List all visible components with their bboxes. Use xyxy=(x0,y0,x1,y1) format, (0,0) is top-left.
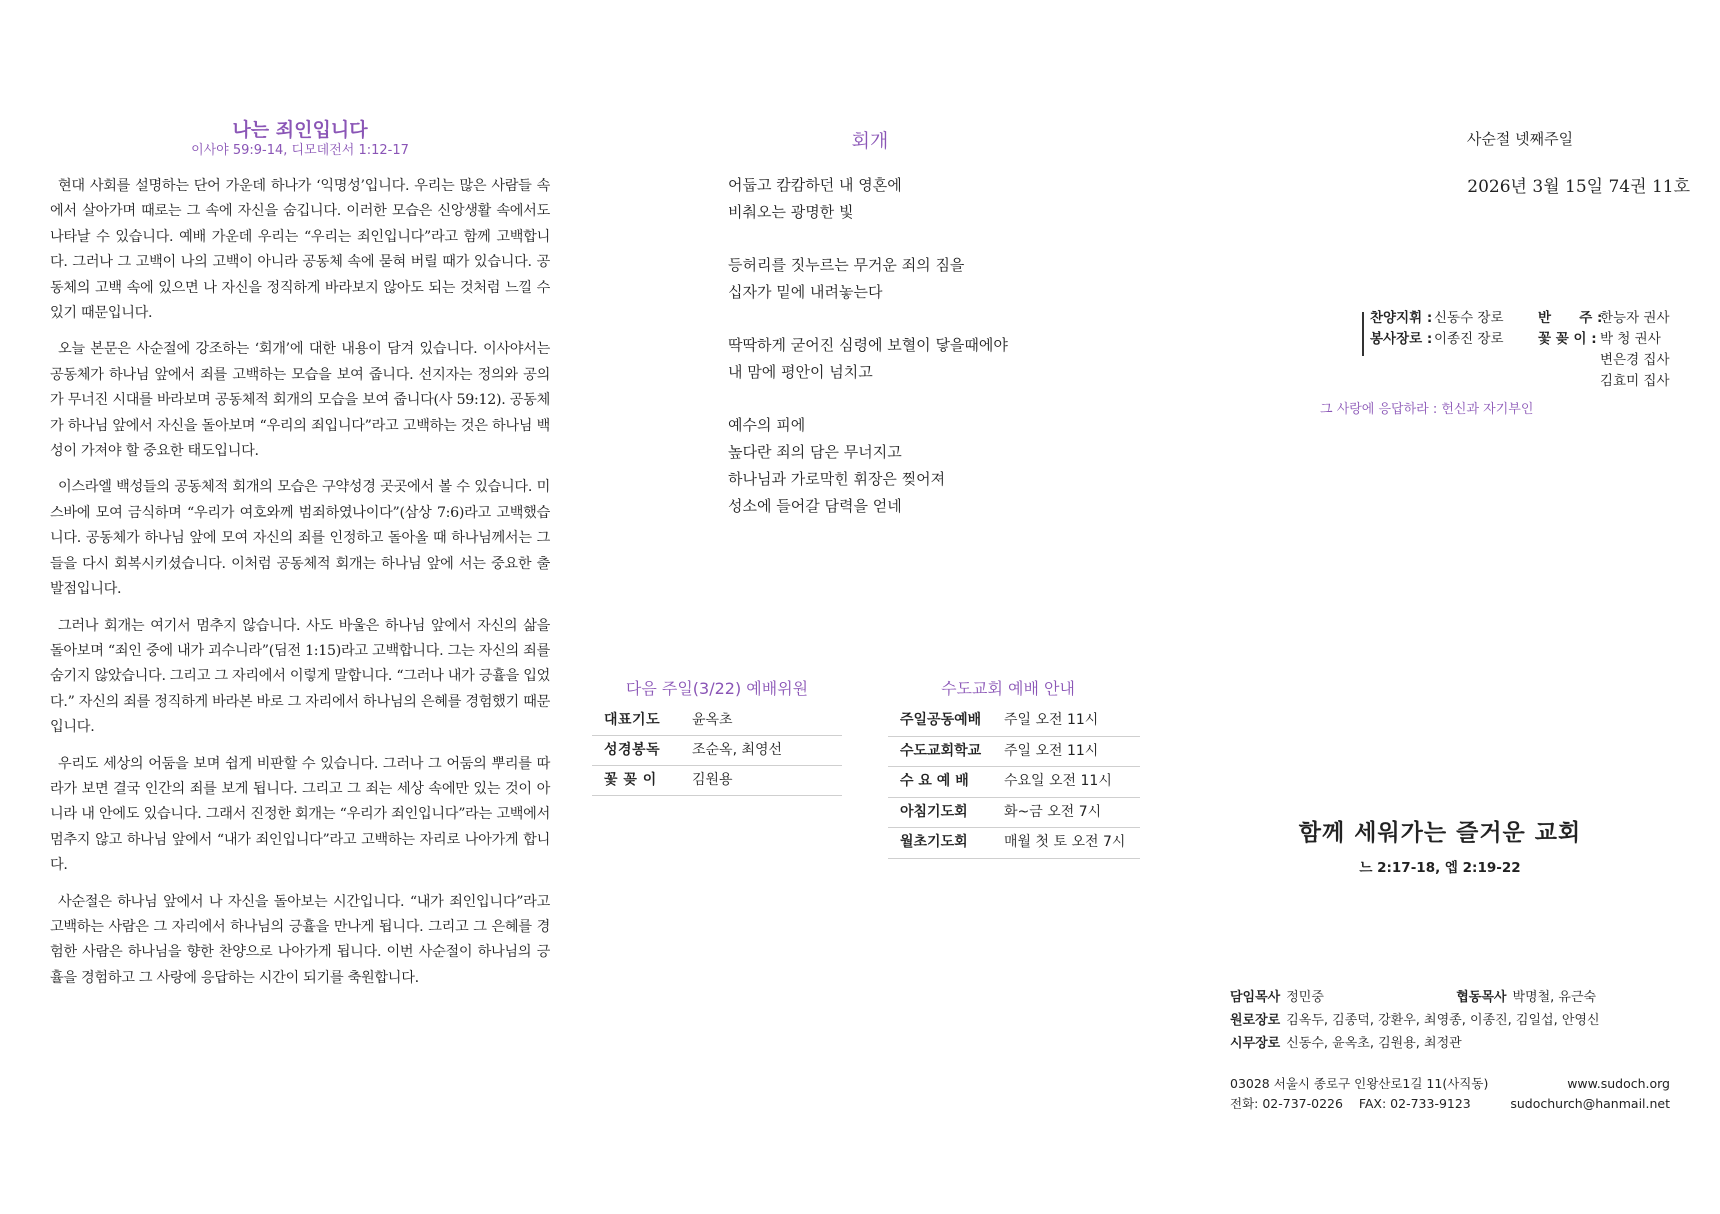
staff-value: 신동수 장로 xyxy=(1434,310,1504,326)
clergy-row xyxy=(1230,1032,1700,1055)
row-value: 윤옥초 xyxy=(692,712,733,728)
row-value: 화~금 오전 7시 xyxy=(1004,803,1102,820)
season-label: 사순절 넷째주일 xyxy=(1466,130,1574,148)
staff-value: 변은경 집사 xyxy=(1600,352,1670,368)
clergy-row xyxy=(1230,986,1700,1009)
table-row xyxy=(888,737,1140,768)
row-key: 아침기도회 xyxy=(900,803,968,820)
lent-motto: 그 사랑에 응답하라 : 헌신과 자기부인 xyxy=(1320,402,1534,417)
sermon-reference: 이사야 59:9-14, 디모데전서 1:12-17 xyxy=(191,143,409,158)
poem-line: 내 맘에 평안이 넘치고 xyxy=(728,363,873,381)
sermon-paragraph: 이스라엘 백성들의 공동체적 회개의 모습은 구약성경 곳곳에서 볼 수 있습니다. 미스바에 모여 금식하며 “우리가 여호와께 범죄하였나이다”(삼상 7:6)라고 고백했습니다. 공동체가 하나님 앞에 모여 자신의 죄를 인정하고 돌아올 때 하나님께서는 그들을 다시 회복시키셨습니다. 이처럼 공동체적 회개는 하나님 앞에 서는 중요한 출발점입니다. xyxy=(50,479,550,598)
clergy-value: 박명철, 유근숙 xyxy=(1512,990,1597,1005)
staff-key: 찬양지휘 : xyxy=(1370,310,1433,326)
table-row xyxy=(888,767,1140,798)
row-value: 주일 오전 11시 xyxy=(1004,742,1099,759)
row-value: 매월 첫 토 오전 7시 xyxy=(1004,834,1126,850)
clergy-value: 김옥두, 김종덕, 강환우, 최영종, 이종진, 김일섭, 안영신 xyxy=(1286,1013,1600,1028)
table-row xyxy=(888,798,1140,829)
poem-line: 등허리를 짓누르는 무거운 죄의 짐을 xyxy=(728,256,965,274)
staff-value: 박 청 권사 xyxy=(1600,331,1661,347)
table-row xyxy=(592,766,842,796)
poem-stanza xyxy=(728,252,1088,306)
poem-line: 성소에 들어갈 담력을 얻네 xyxy=(728,497,902,515)
sermon-paragraph: 사순절은 하나님 앞에서 나 자신을 돌아보는 시간입니다. “내가 죄인입니다”라고 고백하는 사람은 그 자리에서 하나님의 긍휼을 만나게 됩니다. 그리고 그 은혜를 경험한 사람은 하나님을 향한 찬양으로 나아가게 됩니다. 이번 사순절이 하나님의 긍휼을 경험하고 그 사랑에 응답하는 시간이 되기를 축원합니다. xyxy=(50,893,550,986)
clergy-key: 담임목사 xyxy=(1230,990,1281,1005)
worship-table xyxy=(888,706,1140,859)
contact-row xyxy=(1230,1094,1670,1114)
servants-table xyxy=(592,706,842,796)
poem-stanza xyxy=(728,332,1088,386)
poem-stanza xyxy=(728,172,1088,226)
row-key: 월초기도회 xyxy=(900,834,968,850)
row-key: 꽃 꽂 이 xyxy=(604,772,657,788)
row-key: 성경봉독 xyxy=(604,742,661,758)
clergy-key: 원로장로 xyxy=(1230,1013,1281,1028)
staff-value: 한능자 권사 xyxy=(1600,310,1670,326)
sermon-paragraph: 오늘 본문은 사순절에 강조하는 ‘회개’에 대한 내용이 담겨 있습니다. 이사야서는 공동체가 하나님 앞에서 죄를 고백하는 모습을 보여 줍니다. 선지자는 정의와 공의가 무너진 시대를 바라보며 공동체적 회개의 모습을 보여 줍니다(사 59:12). 공동체가 하나님 앞에서 자신을 돌아보며 “우리의 죄입니다”라고 고백하는 것은 하나님 백성이 가져야 할 중요한 태도입니다. xyxy=(50,341,550,460)
poem-line: 십자가 밑에 내려놓는다 xyxy=(728,283,883,301)
poem-line: 하나님과 가로막힌 휘장은 찢어져 xyxy=(728,470,946,488)
contact-row xyxy=(1230,1074,1670,1094)
table-row xyxy=(592,736,842,766)
sermon-title: 나는 죄인입니다 xyxy=(232,119,368,141)
poem-line: 비춰오는 광명한 빛 xyxy=(728,203,854,221)
table-row xyxy=(888,706,1140,737)
issue-date: 2026년 3월 15일 74권 11호 xyxy=(1467,177,1690,197)
row-key: 주일공동예배 xyxy=(900,712,982,728)
sermon-paragraph: 그러나 회개는 여기서 멈추지 않습니다. 사도 바울은 하나님 앞에서 자신의 삶을 돌아보며 “죄인 중에 내가 괴수니라”(딤전 1:15)라고 고백합니다. 그는 자신의 죄를 숨기지 않았습니다. 그리고 그 자리에서 이렇게 말합니다. “그러나 내가 긍휼을 입었다.” 자신의 죄를 정직하게 바라본 바로 그 자리에서 하나님의 은혜를 경험했기 때문입니다. xyxy=(50,617,550,736)
website-link[interactable]: www.sudoch.org xyxy=(1567,1076,1670,1091)
staff-value: 이종진 장로 xyxy=(1434,331,1504,347)
poem-line: 높다란 죄의 담은 무너지고 xyxy=(728,443,902,461)
staff-row xyxy=(1362,350,1702,371)
row-key: 대표기도 xyxy=(604,712,661,728)
worship-title: 수도교회 예배 안내 xyxy=(941,679,1075,698)
row-key: 수 요 예 배 xyxy=(900,773,969,789)
sermon-paragraph: 우리도 세상의 어둠을 보며 쉽게 비판할 수 있습니다. 그러나 그 어둠의 뿌리를 따라가 보면 결국 인간의 죄를 보게 됩니다. 그리고 그 죄는 세상 속에만 있는 것이 아니라 내 안에도 있습니다. 그래서 진정한 회개는 “우리가 죄인입니다”라는 고백에서 멈추지 않고 하나님 앞에서 “내가 죄인입니다”라고 고백하는 자리로 나아가게 합니다. xyxy=(50,755,550,874)
clergy-list xyxy=(1230,986,1700,1055)
table-row xyxy=(888,828,1140,859)
row-value: 김원용 xyxy=(692,772,733,788)
clergy-row xyxy=(1230,1009,1700,1032)
servants-title: 다음 주일(3/22) 예배위원 xyxy=(625,679,809,698)
sermon-paragraph: 현대 사회를 설명하는 단어 가운데 하나가 ‘익명성’입니다. 우리는 많은 사람들 속에서 살아가며 때로는 그 속에 자신을 숨깁니다. 이러한 모습은 신앙생활 속에서도 나타날 수 있습니다. 예배 가운데 우리는 “우리는 죄인입니다”라고 함께 고백합니다. 그러나 그 고백이 나의 고백이 아니라 공동체 속에 묻혀 버릴 때가 있습니다. 공동체의 고백 속에 있으면 나 자신을 정직하게 바라보지 않아도 되는 것처럼 느낄 수 있기 때문입니다. xyxy=(50,178,550,322)
staff-value: 김효미 집사 xyxy=(1600,373,1670,389)
poem-title: 회개 xyxy=(851,130,889,152)
email-link[interactable]: sudochurch@hanmail.net xyxy=(1510,1096,1670,1111)
poem-line: 딱딱하게 굳어진 심령에 보혈이 닿을때에야 xyxy=(728,336,1008,354)
clergy-value: 신동수, 윤옥초, 김원용, 최정관 xyxy=(1286,1036,1462,1051)
address: 03028 서울시 종로구 인왕산로1길 11(사직동) xyxy=(1230,1076,1489,1091)
staff-key: 반 주 : xyxy=(1538,310,1603,326)
clergy-value: 정민중 xyxy=(1286,990,1324,1005)
contact-info xyxy=(1230,1074,1670,1114)
staff-key: 봉사장로 : xyxy=(1370,331,1433,347)
staff-row xyxy=(1362,329,1702,350)
clergy-key: 시무장로 xyxy=(1230,1036,1281,1051)
poem-line: 어둡고 캄캄하던 내 영혼에 xyxy=(728,176,902,194)
poem xyxy=(728,172,1088,546)
table-row xyxy=(592,706,842,736)
row-value: 주일 오전 11시 xyxy=(1004,712,1099,728)
row-key: 수도교회학교 xyxy=(900,742,982,759)
row-value: 조순옥, 최영선 xyxy=(692,742,783,758)
phone-fax: 전화: 02-737-0226 FAX: 02-733-9123 xyxy=(1230,1096,1471,1111)
staff-row xyxy=(1362,371,1702,392)
row-value: 수요일 오전 11시 xyxy=(1004,773,1112,789)
slogan-reference: 느 2:17-18, 엡 2:19-22 xyxy=(1359,860,1521,876)
staff-row xyxy=(1362,308,1702,329)
clergy-key: 협동목사 xyxy=(1456,990,1507,1005)
staff-key: 꽃 꽂 이 : xyxy=(1538,331,1597,347)
poem-stanza xyxy=(728,412,1088,520)
staff-list xyxy=(1362,308,1702,392)
poem-line: 예수의 피에 xyxy=(728,416,806,434)
sermon-section xyxy=(50,118,550,1002)
church-slogan: 함께 세워가는 즐거운 교회 xyxy=(1298,819,1582,846)
